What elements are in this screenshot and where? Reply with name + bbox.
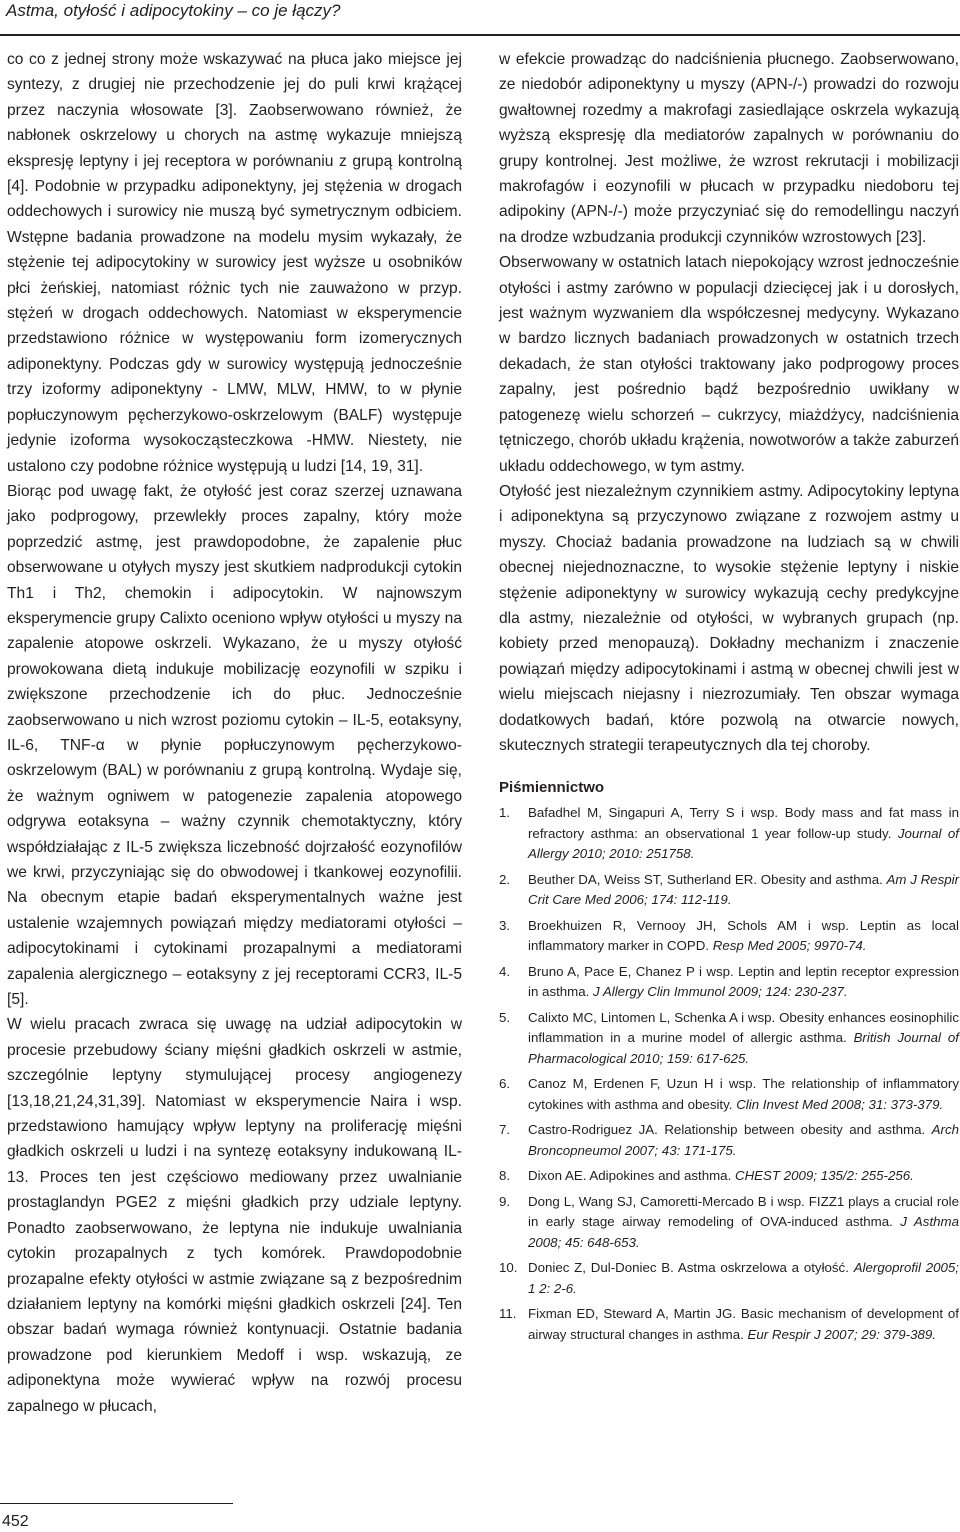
reference-number: 7.	[499, 1122, 511, 1138]
page-number: 452	[2, 1513, 29, 1530]
reference-item	[499, 1008, 959, 1070]
body-paragraph: co co z jednej strony może wskazywać na płuca jako miejsce jej syntezy, z drugiej nie przechodzenie jej do puli krwi krążącej przez naczynia włosowate [3]. Zaobserwowano również, że nabłonek oskrzelowy u chorych na astmę wykazuje mniejszą ekspresję leptyny i jej receptora w porównaniu z grupą kontrolną [4]. Podobnie w przypadku adiponektyny, jej stężenia w drogach oddechowych i surowicy nie muszą być symetrycznym odbiciem. Wstępne badania prowadzone na modelu mysim wykazały, że stężenie tej adipocytokiny w surowicy jest wyższe u osobników płci żeńskiej, natomiast różnic tych nie zauważono w przyp. stężeń w drogach oddechowych. Natomiast w eksperymencie przedstawiono różnice w występowaniu form izomerycznych adiponektyny. Podczas gdy w surowicy występują jednocześnie trzy izoformy adiponektyny - LMW, MLW, HMW, to w płynie popłuczynowym pęcherzykowo-oskrzelowym (BALF) występuje jedynie izoforma wysokocząsteczkowa -HMW. Niestety, nie ustalono czy podobne różnice występują u ludzi [14, 19, 31].	[7, 51, 462, 475]
reference-authors-title: Dong L, Wang SJ, Camoretti-Mercado B i wsp. FIZZ1 plays a crucial role in early stage airway remodeling of OVA-induced asthma.	[528, 1193, 959, 1230]
reference-authors-title: Canoz M, Erdenen F, Uzun H i wsp. The relationship of inflammatory cytokines with asthma and obesity.	[528, 1076, 959, 1112]
left-column	[7, 47, 462, 1419]
reference-authors-title: Bruno A, Pace E, Chanez P i wsp. Leptin and leptin receptor expression in asthma.	[528, 963, 959, 1000]
reference-item	[499, 962, 959, 1003]
body-paragraph: Otyłość jest niezależnym czynnikiem astmy. Adipocytokiny leptyna i adiponektyna są przyczynowo związane z rozwojem astmy u myszy. Chociaż badania prowadzone na ludziach są w chwili obecnej niejednoznaczne, to wysokie stężenie leptyny i niskie stężenie adiponektyny w surowicy wykazują cechy predykcyjne dla astmy, niezależnie od otyłości, w wybranych grupach (np. kobiety przed menopauzą). Dokładny mechanizm i znaczenie powiązań między adipocytokinami i astmą w obecnej chwili jest w wielu miejscach niejasny i niezrozumiały. Ten obszar wymaga dodatkowych badań, które pozwolą na otwarcie nowych, skutecznych strategii terapeutycznych dla tej choroby.	[499, 482, 959, 754]
reference-authors-title: Beuther DA, Weiss ST, Sutherland ER. Obesity and asthma.	[528, 871, 887, 887]
reference-number: 9.	[499, 1193, 511, 1209]
reference-source: Clin Invest Med 2008; 31: 373-379.	[736, 1096, 944, 1112]
reference-item	[499, 870, 959, 911]
reference-text	[528, 1120, 959, 1161]
reference-number: 1.	[499, 805, 511, 821]
reference-text	[528, 1304, 959, 1345]
running-header: Astma, otyłość i adipocytokiny – co je łączy?	[6, 1, 341, 20]
reference-number: 4.	[499, 963, 511, 979]
reference-authors-title: Calixto MC, Lintomen L, Schenka A i wsp. Obesity enhances eosinophilic inflammation in a murine model of allergic asthma.	[528, 1009, 959, 1046]
reference-source: J Allergy Clin Immunol 2009; 124: 230-237.	[593, 984, 848, 1000]
reference-authors-title: Dixon AE. Adipokines and asthma.	[528, 1168, 735, 1184]
reference-source: Resp Med 2005; 9970-74.	[712, 938, 867, 954]
reference-number: 6.	[499, 1076, 511, 1092]
reference-item	[499, 1120, 959, 1161]
reference-authors-title: Fixman ED, Steward A, Martin JG. Basic mechanism of development of airway structural changes in asthma.	[528, 1306, 959, 1342]
references-list	[499, 803, 959, 1345]
reference-text	[528, 1074, 959, 1115]
reference-text	[528, 1008, 959, 1070]
reference-source: Eur Respir J 2007; 29: 379-389.	[747, 1326, 936, 1342]
reference-number: 8.	[499, 1168, 511, 1184]
reference-number: 3.	[499, 917, 511, 933]
reference-text	[528, 1192, 959, 1254]
reference-text	[528, 916, 959, 957]
body-paragraph: w efekcie prowadząc do nadciśnienia płucnego. Zaobserwowano, ze niedobór adiponektyny u myszy (APN-/-) prowadzi do rozwoju gwałtownej rozedmy a makrofagi zasiedlające oskrzela wykazują wyższą ekspresję dla mediatorów zapalnych w porównaniu do grupy kontrolnej. Jest możliwe, że wzrost rekrutacji i mobilizacji makrofagów i eozynofili w płucach w przypadku niedoboru tej adipokiny (APN-/-) może przyczyniać się do remodellingu naczyń na drodze wzbudzania produkcji czynników wzrostowych [23].	[499, 51, 959, 246]
body-paragraph: W wielu pracach zwraca się uwagę na udział adipocytokin w procesie przebudowy ściany mięśni gładkich oskrzeli w astmie, szczególnie leptyny stymulującej procesy angiogenezy [13,18,21,24,31,39]. Natomiast w eksperymencie Naira i wsp. przedstawiono hamujący wpływ leptyny na proliferację mięśni gładkich oskrzeli u ludzi i na syntezę eotaksyny indukowaną IL-13. Proces ten jest częściowo mediowany przez uwalnianie prostaglandyn PGE2 z mięśni gładkich przy udziale leptyny. Ponadto zaobserwowano, że leptyna nie indukuje uwalniania cytokin prozapalnych z tych komórek. Prawdopodobnie prozapalne efekty otyłości w astmie związane są z bezpośrednim działaniem leptyny na komórki mięśni gładkich oskrzeli [24]. Ten obszar badań wymaga również kontynuacji. Ostatnie badania prowadzone pod kierunkiem Medoff i wsp. wskazują, ze adiponektyna może wywierać wpływ na rozwój procesu zapalnego w płucach,	[7, 1016, 462, 1415]
reference-source: Alergoprofil 2005; 1 2: 2-6.	[528, 1260, 959, 1296]
reference-authors-title: Broekhuizen R, Vernooy JH, Schols AM i wsp. Leptin as local inflammatory marker in COPD.	[528, 917, 959, 954]
right-column	[499, 47, 959, 1350]
reference-source: CHEST 2009; 135/2: 255-256.	[734, 1168, 914, 1184]
body-paragraph: Obserwowany w ostatnich latach niepokojący wzrost jednocześnie otyłości i astmy zarówno w populacji dziecięcej jak i u dorosłych, jest ważnym wyzwaniem dla współczesnej medycyny. Wykazano w bardzo licznych badaniach prowadzonych w ostatnich trzech dekadach, że stan otyłości traktowany jako podprogowy proces zapalny, jest pośrednio bądź bezpośrednio uwikłany w patogenezę wielu schorzeń – cukrzycy, miażdżycy, nadciśnienia tętniczego, chorób układu krążenia, nowotworów a także zaburzeń układu oddechowego, w tym astmy.	[499, 254, 959, 475]
reference-text	[528, 1258, 959, 1299]
reference-text	[528, 962, 959, 1003]
header-rule	[0, 34, 960, 36]
footer-rule	[0, 1503, 233, 1504]
reference-item	[499, 1074, 959, 1115]
reference-number: 5.	[499, 1009, 511, 1025]
reference-number: 2.	[499, 871, 511, 887]
reference-item	[499, 916, 959, 957]
reference-source: Journal of Allergy 2010; 2010: 251758.	[528, 825, 959, 862]
reference-authors-title: Castro-Rodriguez JA. Relationship between obesity and asthma.	[528, 1122, 932, 1138]
reference-item	[499, 803, 959, 865]
reference-text	[528, 870, 959, 911]
reference-source: Am J Respir Crit Care Med 2006; 174: 112-119.	[528, 871, 960, 908]
reference-number: 10.	[499, 1260, 518, 1276]
reference-item	[499, 1258, 959, 1299]
body-paragraph: Biorąc pod uwagę fakt, że otyłość jest coraz szerzej uznawana jako podprogowy, przewlekły proces zapalny, który może poprzedzić astmę, jest prawdopodobne, że zapalenie płuc obserwowane u otyłych myszy jest skutkiem nadprodukcji cytokin Th1 i Th2, chemokin i adipocytokin. W najnowszym eksperymencie grupy Calixto oceniono wpływ otyłości u myszy na zapalenie atopowe oskrzeli. Wykazano, że u myszy otyłość prowokowana dietą indukuje mobilizację eozynofili w szpiku i zwiększone przechodzenie ich do płuc. Jednocześnie zaobserwowano u nich wzrost poziomu cytokin – IL-5, eotaksyny, IL-6, TNF-α w płynie popłuczynowym pęcherzykowo-oskrzelowym (BAL) w porównaniu z grupą kontrolną. Wydaje się, że ważnym ogniwem w patogenezie zapalenia atopowego odgrywa eotaksyna – ważny czynnik chemotaktyczny, który współdziałając z IL-5 zwiększa liczebność dojrzałość eozynofilów we krwi, przyczyniając się do obwodowej i tkankowej eozynofilii. Na obecnym etapie badań eksperymentalnych ważne jest ustalenie wzajemnych powiązań między mediatorami otyłości – adipocytokinami i cytokinami prozapalnymi a mediatorami zapalenia alergicznego – eotaksyny z jej receptorami CCR3, IL-5 [5].	[7, 482, 462, 1009]
reference-source: British Journal of Pharmacological 2010; 159: 617-625.	[528, 1030, 959, 1066]
references-heading: Piśmiennictwo	[499, 779, 605, 797]
reference-source: J Asthma 2008; 45: 648-653.	[528, 1214, 959, 1250]
reference-item	[499, 1166, 959, 1187]
reference-text	[528, 1166, 959, 1187]
reference-item	[499, 1192, 959, 1254]
reference-source: Arch Broncopneumol 2007; 43: 171-175.	[528, 1122, 959, 1158]
reference-item	[499, 1304, 959, 1345]
reference-authors-title: Bafadhel M, Singapuri A, Terry S i wsp. Body mass and fat mass in refractory asthma: an observational 1 year follow-up study.	[528, 805, 959, 841]
reference-authors-title: Doniec Z, Dul-Doniec B. Astma oskrzelowa a otyłość.	[528, 1260, 854, 1276]
reference-text	[528, 803, 959, 865]
reference-number: 11.	[499, 1306, 517, 1322]
